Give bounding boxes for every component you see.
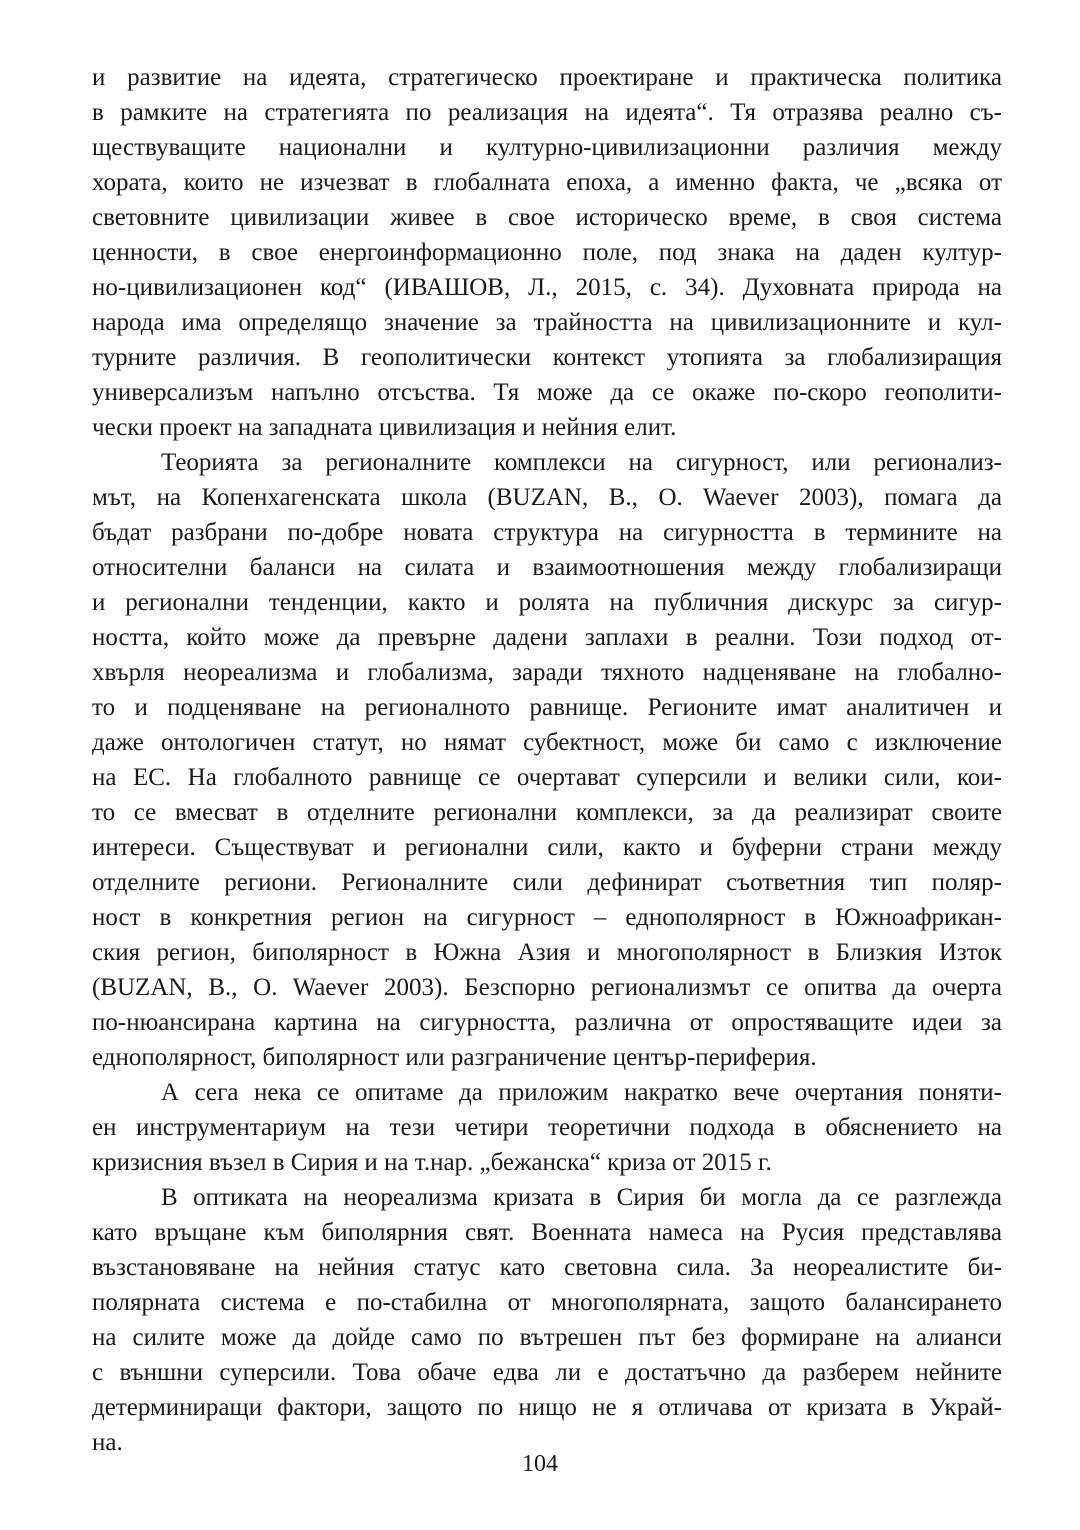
text-line: отделните региони. Регионалните сили дефинират съответния тип поляр- <box>92 869 1002 896</box>
text-line: в рамките на стратегията по реализация на идеята“. Тя отразява реално съ- <box>92 99 1002 126</box>
text-line: ността, който може да превърне дадени заплахи в реални. Този подход от- <box>92 624 1002 651</box>
text-line: то и подценяване на регионалното равнище. Регионите имат аналитичен и <box>92 694 1002 721</box>
text-line: В оптиката на неореализма кризата в Сирия би могла да се разглежда <box>161 1184 1002 1211</box>
text-line: еднополярност, биполярност или разграничение център-периферия. <box>92 1044 817 1071</box>
text-line: даже онтологичен статут, но нямат субектност, може би само с изключение <box>92 729 1002 756</box>
text-line: като връщане към биполярния свят. Военната намеса на Русия представлява <box>92 1219 1002 1246</box>
text-line: турните различия. В геополитически контекст утопията за глобализиращия <box>92 344 1002 371</box>
text-line: ност в конкретния регион на сигурност – еднополярност в Южноафрикан- <box>92 904 1002 931</box>
page-number: 104 <box>522 1451 558 1477</box>
paragraph <box>92 1075 1002 1180</box>
body-text <box>92 60 1002 1460</box>
text-line: то се вмесват в отделните регионални комплекси, за да реализират своите <box>92 799 1002 826</box>
text-line: универсализъм напълно отсъства. Тя може да се окаже по-скоро геополити- <box>92 379 1002 406</box>
text-line: бъдат разбрани по-добре новата структура на сигурността в термините на <box>92 519 1002 546</box>
text-line: Теорията за регионалните комплекси на сигурност, или регионализ- <box>161 449 1002 476</box>
paragraph <box>92 1180 1002 1460</box>
text-line: относителни баланси на силата и взаимоотношения между глобализиращи <box>92 554 1002 581</box>
text-line: ществуващите национални и културно-цивилизационни различия между <box>92 134 1002 161</box>
text-line: кризисния възел в Сирия и на т.нар. „бежанска“ криза от 2015 г. <box>92 1149 772 1176</box>
text-line: ен инструментариум на тези четири теоретични подхода в обяснението на <box>92 1114 1002 1141</box>
text-line: на силите може да дойде само по вътрешен път без формиране на алианси <box>92 1324 1002 1351</box>
text-line: с външни суперсили. Това обаче едва ли е достатъчно да разберем нейните <box>92 1359 1002 1386</box>
text-line: възстановяване на нейния статус като световна сила. За неореалистите би- <box>92 1254 1002 1281</box>
text-line: ценности, в свое енергоинформационно поле, под знака на даден култур- <box>92 239 1002 266</box>
text-line: А сега нека се опитаме да приложим накратко вече очертания поняти- <box>161 1079 1002 1106</box>
text-line: (BUZAN, B., O. Waever 2003). Безспорно регионализмът се опитва да очерта <box>92 974 1002 1001</box>
text-line: и развитие на идеята, стратегическо проектиране и практическа политика <box>92 64 1002 91</box>
text-line: народа има определящо значение за трайността на цивилизационните и кул- <box>92 309 1002 336</box>
text-line: на. <box>92 1429 123 1456</box>
text-line: детерминиращи фактори, защото по нищо не я отличава от кризата в Украй- <box>92 1394 1002 1421</box>
paragraph <box>92 445 1002 1075</box>
text-line: чески проект на западната цивилизация и нейния елит. <box>92 414 677 441</box>
text-line: по-нюансирана картина на сигурността, различна от опростяващите идеи за <box>92 1009 1002 1036</box>
text-line: ския регион, биполярност в Южна Азия и многополярност в Близкия Изток <box>92 939 1002 966</box>
text-line: интереси. Съществуват и регионални сили, както и буферни страни между <box>92 834 1002 861</box>
text-line: полярната система е по-стабилна от многополярната, защото балансирането <box>92 1289 1002 1316</box>
text-line: но-цивилизационен код“ (ИВАШОВ, Л., 2015, с. 34). Духовната природа на <box>92 274 1002 301</box>
text-line: хората, които не изчезват в глобалната епоха, а именно факта, че „всяка от <box>92 169 1002 196</box>
text-line: световните цивилизации живее в свое историческо време, в своя система <box>92 204 1002 231</box>
text-line: мът, на Копенхагенската школа (BUZAN, B., O. Waever 2003), помага да <box>92 484 1002 511</box>
text-line: на ЕС. На глобалното равнище се очертават суперсили и велики сили, кои- <box>92 764 1002 791</box>
text-line: хвърля неореализма и глобализма, заради тяхното надценяване на глобално- <box>92 659 1002 686</box>
text-line: и регионални тенденции, както и ролята на публичния дискурс за сигур- <box>92 589 1002 616</box>
paragraph <box>92 60 1002 445</box>
